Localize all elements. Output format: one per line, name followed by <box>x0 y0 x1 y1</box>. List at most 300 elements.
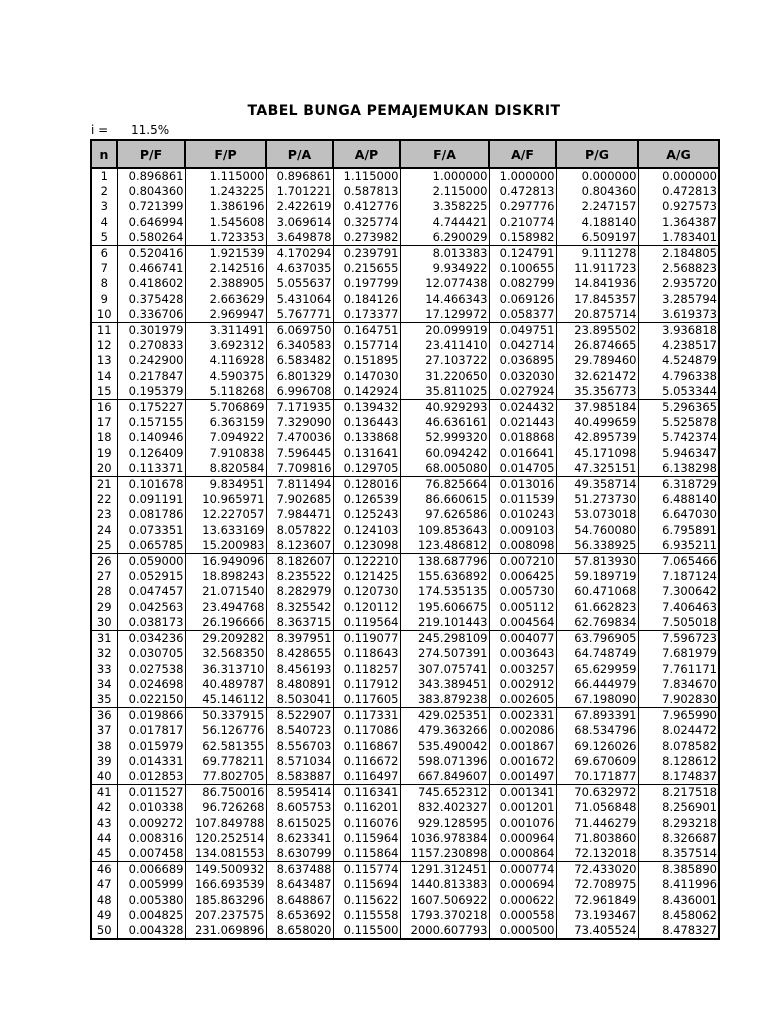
cell-fp: 2.969947 <box>185 307 266 323</box>
cell-pa: 8.630799 <box>266 846 333 862</box>
cell-ap: 0.118643 <box>333 646 400 661</box>
cell-fp: 231.069896 <box>185 923 266 939</box>
cell-af: 0.000964 <box>489 831 556 846</box>
cell-ag: 8.024472 <box>638 723 719 738</box>
interest-label: i = <box>91 123 109 137</box>
cell-fp: 26.196666 <box>185 615 266 631</box>
cell-pf: 0.006689 <box>117 862 185 878</box>
cell-fa: 31.220650 <box>400 369 489 384</box>
cell-af: 0.032030 <box>489 369 556 384</box>
cell-pa: 6.801329 <box>266 369 333 384</box>
cell-pg: 72.708975 <box>556 877 638 892</box>
cell-ap: 0.115864 <box>333 846 400 862</box>
cell-ag: 7.681979 <box>638 646 719 661</box>
cell-pa: 8.363715 <box>266 615 333 631</box>
cell-pa: 6.583482 <box>266 353 333 368</box>
col-fa-header: F/A <box>400 140 489 168</box>
cell-ag: 8.411996 <box>638 877 719 892</box>
cell-ag: 4.524879 <box>638 353 719 368</box>
cell-fa: 40.929293 <box>400 400 489 416</box>
cell-fp: 32.568350 <box>185 646 266 661</box>
cell-fa: 3.358225 <box>400 199 489 214</box>
cell-ap: 0.587813 <box>333 184 400 199</box>
cell-fa: 745.652312 <box>400 785 489 801</box>
cell-ap: 0.215655 <box>333 261 400 276</box>
cell-af: 0.016641 <box>489 446 556 461</box>
table-row <box>91 708 719 724</box>
cell-n: 18 <box>91 430 117 445</box>
cell-pf: 0.140946 <box>117 430 185 445</box>
cell-ag: 8.256901 <box>638 800 719 815</box>
cell-ag: 8.128612 <box>638 754 719 769</box>
cell-pf: 0.034236 <box>117 631 185 647</box>
cell-ap: 0.131641 <box>333 446 400 461</box>
cell-pg: 59.189719 <box>556 569 638 584</box>
cell-ag: 6.795891 <box>638 523 719 538</box>
cell-n: 25 <box>91 538 117 554</box>
cell-fa: 17.129972 <box>400 307 489 323</box>
cell-pg: 51.273730 <box>556 492 638 507</box>
cell-pg: 32.621472 <box>556 369 638 384</box>
cell-ag: 8.385890 <box>638 862 719 878</box>
cell-fp: 207.237575 <box>185 908 266 923</box>
cell-pg: 35.356773 <box>556 384 638 400</box>
cell-pg: 63.796905 <box>556 631 638 647</box>
table-row <box>91 816 719 831</box>
cell-pa: 8.057822 <box>266 523 333 538</box>
table-row <box>91 800 719 815</box>
cell-fp: 86.750016 <box>185 785 266 801</box>
cell-n: 29 <box>91 600 117 615</box>
cell-ap: 0.129705 <box>333 461 400 477</box>
cell-pf: 0.047457 <box>117 584 185 599</box>
cell-pa: 8.282979 <box>266 584 333 599</box>
cell-fp: 2.388905 <box>185 276 266 291</box>
cell-pf: 0.005999 <box>117 877 185 892</box>
cell-pg: 11.911723 <box>556 261 638 276</box>
col-pg-header: P/G <box>556 140 638 168</box>
cell-ap: 0.118257 <box>333 662 400 677</box>
table-row <box>91 584 719 599</box>
cell-pf: 0.270833 <box>117 338 185 353</box>
cell-pg: 67.893391 <box>556 708 638 724</box>
cell-ap: 0.117086 <box>333 723 400 738</box>
cell-ag: 4.796338 <box>638 369 719 384</box>
cell-af: 0.000694 <box>489 877 556 892</box>
cell-ag: 1.364387 <box>638 215 719 230</box>
cell-pf: 0.101678 <box>117 477 185 493</box>
table-row <box>91 538 719 554</box>
cell-af: 0.124791 <box>489 246 556 262</box>
col-ag-header: A/G <box>638 140 719 168</box>
cell-pf: 0.042563 <box>117 600 185 615</box>
cell-pa: 8.182607 <box>266 554 333 570</box>
cell-fp: 56.126776 <box>185 723 266 738</box>
cell-pa: 8.653692 <box>266 908 333 923</box>
cell-pa: 8.637488 <box>266 862 333 878</box>
cell-fp: 1.115000 <box>185 168 266 184</box>
cell-pg: 0.804360 <box>556 184 638 199</box>
table-body <box>91 168 719 939</box>
cell-pf: 0.007458 <box>117 846 185 862</box>
cell-af: 0.000774 <box>489 862 556 878</box>
cell-fa: 86.660615 <box>400 492 489 507</box>
cell-ap: 0.325774 <box>333 215 400 230</box>
interest-factor-table <box>90 139 720 940</box>
cell-fp: 16.949096 <box>185 554 266 570</box>
cell-ag: 0.927573 <box>638 199 719 214</box>
table-row <box>91 199 719 214</box>
cell-fp: 23.494768 <box>185 600 266 615</box>
cell-pg: 29.789460 <box>556 353 638 368</box>
cell-ap: 0.115694 <box>333 877 400 892</box>
cell-fa: 598.071396 <box>400 754 489 769</box>
table-row <box>91 353 719 368</box>
table-row <box>91 276 719 291</box>
cell-pa: 7.470036 <box>266 430 333 445</box>
cell-n: 15 <box>91 384 117 400</box>
cell-n: 37 <box>91 723 117 738</box>
cell-ap: 0.126539 <box>333 492 400 507</box>
interest-value: 11.5% <box>131 123 170 137</box>
cell-fp: 13.633169 <box>185 523 266 538</box>
cell-af: 0.001672 <box>489 754 556 769</box>
cell-fp: 40.489787 <box>185 677 266 692</box>
cell-ap: 0.116201 <box>333 800 400 815</box>
cell-ap: 0.123098 <box>333 538 400 554</box>
cell-pg: 61.662823 <box>556 600 638 615</box>
cell-pg: 56.338925 <box>556 538 638 554</box>
table-row <box>91 769 719 785</box>
cell-ap: 0.115774 <box>333 862 400 878</box>
cell-af: 0.158982 <box>489 230 556 246</box>
cell-ap: 1.115000 <box>333 168 400 184</box>
cell-ap: 0.412776 <box>333 199 400 214</box>
cell-ag: 8.217518 <box>638 785 719 801</box>
cell-fp: 50.337915 <box>185 708 266 724</box>
cell-ap: 0.116341 <box>333 785 400 801</box>
cell-ag: 7.834670 <box>638 677 719 692</box>
cell-n: 7 <box>91 261 117 276</box>
cell-fp: 36.313710 <box>185 662 266 677</box>
cell-ag: 2.935720 <box>638 276 719 291</box>
cell-af: 0.024432 <box>489 400 556 416</box>
cell-ap: 0.116672 <box>333 754 400 769</box>
cell-ap: 0.116076 <box>333 816 400 831</box>
cell-fa: 274.507391 <box>400 646 489 661</box>
cell-n: 46 <box>91 862 117 878</box>
cell-pa: 8.583887 <box>266 769 333 785</box>
cell-pa: 8.623341 <box>266 831 333 846</box>
table-row <box>91 430 719 445</box>
table-row <box>91 631 719 647</box>
cell-ap: 0.133868 <box>333 430 400 445</box>
cell-af: 0.210774 <box>489 215 556 230</box>
cell-ag: 7.187124 <box>638 569 719 584</box>
cell-pa: 1.701221 <box>266 184 333 199</box>
col-fp-header: F/P <box>185 140 266 168</box>
cell-pf: 0.242900 <box>117 353 185 368</box>
cell-ag: 8.174837 <box>638 769 719 785</box>
cell-pa: 8.397951 <box>266 631 333 647</box>
cell-pf: 0.126409 <box>117 446 185 461</box>
table-row <box>91 877 719 892</box>
cell-ap: 0.128016 <box>333 477 400 493</box>
cell-pg: 72.433020 <box>556 862 638 878</box>
col-pf-header: P/F <box>117 140 185 168</box>
cell-n: 44 <box>91 831 117 846</box>
table-row <box>91 507 719 522</box>
table-row <box>91 831 719 846</box>
cell-pa: 0.896861 <box>266 168 333 184</box>
cell-af: 0.004564 <box>489 615 556 631</box>
cell-ag: 3.936818 <box>638 323 719 339</box>
cell-af: 0.003643 <box>489 646 556 661</box>
cell-pf: 0.113371 <box>117 461 185 477</box>
cell-pg: 73.193467 <box>556 908 638 923</box>
cell-pg: 9.111278 <box>556 246 638 262</box>
cell-fp: 2.663629 <box>185 292 266 307</box>
cell-fa: 832.402327 <box>400 800 489 815</box>
cell-pa: 8.522907 <box>266 708 333 724</box>
cell-fa: 76.825664 <box>400 477 489 493</box>
cell-fa: 383.879238 <box>400 692 489 708</box>
cell-fa: 929.128595 <box>400 816 489 831</box>
table-row <box>91 523 719 538</box>
cell-pf: 0.038173 <box>117 615 185 631</box>
cell-ag: 6.138298 <box>638 461 719 477</box>
cell-af: 0.036895 <box>489 353 556 368</box>
cell-fa: 479.363266 <box>400 723 489 738</box>
cell-fp: 8.820584 <box>185 461 266 477</box>
cell-ap: 0.115622 <box>333 893 400 908</box>
cell-af: 1.000000 <box>489 168 556 184</box>
cell-af: 0.001867 <box>489 739 556 754</box>
cell-pf: 0.721399 <box>117 199 185 214</box>
cell-ag: 6.935211 <box>638 538 719 554</box>
cell-pa: 7.329090 <box>266 415 333 430</box>
cell-ag: 3.285794 <box>638 292 719 307</box>
cell-n: 1 <box>91 168 117 184</box>
cell-pf: 0.466741 <box>117 261 185 276</box>
cell-pa: 8.658020 <box>266 923 333 939</box>
cell-ag: 4.238517 <box>638 338 719 353</box>
cell-fa: 429.025351 <box>400 708 489 724</box>
cell-af: 0.027924 <box>489 384 556 400</box>
cell-pa: 6.996708 <box>266 384 333 400</box>
cell-af: 0.007210 <box>489 554 556 570</box>
cell-pa: 8.605753 <box>266 800 333 815</box>
cell-n: 5 <box>91 230 117 246</box>
cell-pf: 0.646994 <box>117 215 185 230</box>
cell-pf: 0.005380 <box>117 893 185 908</box>
cell-pg: 4.188140 <box>556 215 638 230</box>
cell-ag: 8.436001 <box>638 893 719 908</box>
cell-pf: 0.019866 <box>117 708 185 724</box>
cell-pf: 0.009272 <box>117 816 185 831</box>
table-row <box>91 662 719 677</box>
cell-fa: 1793.370218 <box>400 908 489 923</box>
cell-n: 11 <box>91 323 117 339</box>
cell-ag: 6.488140 <box>638 492 719 507</box>
table-row <box>91 415 719 430</box>
cell-n: 3 <box>91 199 117 214</box>
cell-ap: 0.120112 <box>333 600 400 615</box>
cell-pg: 60.471068 <box>556 584 638 599</box>
cell-n: 31 <box>91 631 117 647</box>
cell-pg: 37.985184 <box>556 400 638 416</box>
table-row <box>91 862 719 878</box>
table-row <box>91 600 719 615</box>
cell-af: 0.003257 <box>489 662 556 677</box>
cell-pf: 0.010338 <box>117 800 185 815</box>
cell-fa: 535.490042 <box>400 739 489 754</box>
cell-fa: 123.486812 <box>400 538 489 554</box>
cell-pf: 0.011527 <box>117 785 185 801</box>
cell-fa: 14.466343 <box>400 292 489 307</box>
cell-af: 0.049751 <box>489 323 556 339</box>
cell-n: 19 <box>91 446 117 461</box>
cell-fp: 107.849788 <box>185 816 266 831</box>
table-row <box>91 261 719 276</box>
cell-pg: 72.132018 <box>556 846 638 862</box>
cell-n: 38 <box>91 739 117 754</box>
table-row <box>91 184 719 199</box>
cell-fa: 23.411410 <box>400 338 489 353</box>
cell-ap: 0.119077 <box>333 631 400 647</box>
cell-fa: 1.000000 <box>400 168 489 184</box>
cell-pa: 3.069614 <box>266 215 333 230</box>
cell-pf: 0.022150 <box>117 692 185 708</box>
cell-ag: 5.946347 <box>638 446 719 461</box>
cell-n: 10 <box>91 307 117 323</box>
cell-n: 47 <box>91 877 117 892</box>
cell-n: 16 <box>91 400 117 416</box>
table-row <box>91 168 719 184</box>
cell-pg: 45.171098 <box>556 446 638 461</box>
cell-n: 17 <box>91 415 117 430</box>
cell-fp: 166.693539 <box>185 877 266 892</box>
cell-fa: 1607.506922 <box>400 893 489 908</box>
table-row <box>91 492 719 507</box>
col-af-header: A/F <box>489 140 556 168</box>
cell-fp: 15.200983 <box>185 538 266 554</box>
cell-fp: 7.910838 <box>185 446 266 461</box>
cell-fa: 2.115000 <box>400 184 489 199</box>
cell-ag: 7.761171 <box>638 662 719 677</box>
cell-af: 0.011539 <box>489 492 556 507</box>
cell-af: 0.001341 <box>489 785 556 801</box>
cell-fp: 4.116928 <box>185 353 266 368</box>
cell-pa: 8.571034 <box>266 754 333 769</box>
cell-fp: 3.692312 <box>185 338 266 353</box>
cell-pg: 73.405524 <box>556 923 638 939</box>
cell-pg: 65.629959 <box>556 662 638 677</box>
cell-fp: 134.081553 <box>185 846 266 862</box>
cell-pg: 49.358714 <box>556 477 638 493</box>
cell-af: 0.042714 <box>489 338 556 353</box>
table-row <box>91 569 719 584</box>
table-row <box>91 307 719 323</box>
cell-n: 49 <box>91 908 117 923</box>
cell-pf: 0.195379 <box>117 384 185 400</box>
cell-pg: 53.073018 <box>556 507 638 522</box>
cell-n: 26 <box>91 554 117 570</box>
cell-fa: 46.636161 <box>400 415 489 430</box>
cell-ap: 0.239791 <box>333 246 400 262</box>
cell-fp: 62.581355 <box>185 739 266 754</box>
cell-ap: 0.115964 <box>333 831 400 846</box>
cell-fa: 1157.230898 <box>400 846 489 862</box>
cell-fa: 109.853643 <box>400 523 489 538</box>
cell-pf: 0.081786 <box>117 507 185 522</box>
cell-n: 36 <box>91 708 117 724</box>
cell-fa: 8.013383 <box>400 246 489 262</box>
cell-pg: 71.056848 <box>556 800 638 815</box>
cell-pg: 67.198090 <box>556 692 638 708</box>
cell-ag: 3.619373 <box>638 307 719 323</box>
cell-n: 2 <box>91 184 117 199</box>
cell-ag: 0.472813 <box>638 184 719 199</box>
cell-af: 0.009103 <box>489 523 556 538</box>
cell-ap: 0.157714 <box>333 338 400 353</box>
cell-af: 0.008098 <box>489 538 556 554</box>
cell-n: 13 <box>91 353 117 368</box>
cell-af: 0.002912 <box>489 677 556 692</box>
cell-af: 0.013016 <box>489 477 556 493</box>
cell-pg: 62.769834 <box>556 615 638 631</box>
cell-ap: 0.116867 <box>333 739 400 754</box>
cell-fp: 4.590375 <box>185 369 266 384</box>
cell-pg: 70.632972 <box>556 785 638 801</box>
cell-n: 20 <box>91 461 117 477</box>
cell-pa: 7.596445 <box>266 446 333 461</box>
cell-fp: 7.094922 <box>185 430 266 445</box>
table-row <box>91 323 719 339</box>
cell-pf: 0.012853 <box>117 769 185 785</box>
cell-pg: 20.875714 <box>556 307 638 323</box>
cell-fa: 35.811025 <box>400 384 489 400</box>
cell-fp: 1.723353 <box>185 230 266 246</box>
cell-ag: 5.525878 <box>638 415 719 430</box>
cell-ap: 0.173377 <box>333 307 400 323</box>
cell-fp: 3.311491 <box>185 323 266 339</box>
cell-fa: 12.077438 <box>400 276 489 291</box>
cell-pa: 8.480891 <box>266 677 333 692</box>
cell-fa: 667.849607 <box>400 769 489 785</box>
cell-ap: 0.273982 <box>333 230 400 246</box>
cell-pf: 0.175227 <box>117 400 185 416</box>
table-row <box>91 461 719 477</box>
cell-af: 0.002605 <box>489 692 556 708</box>
cell-pa: 7.811494 <box>266 477 333 493</box>
cell-ap: 0.115558 <box>333 908 400 923</box>
cell-pa: 8.556703 <box>266 739 333 754</box>
table-row <box>91 739 719 754</box>
cell-pf: 0.015979 <box>117 739 185 754</box>
cell-pa: 4.637035 <box>266 261 333 276</box>
cell-af: 0.001497 <box>489 769 556 785</box>
cell-pa: 6.069750 <box>266 323 333 339</box>
cell-ap: 0.117331 <box>333 708 400 724</box>
cell-n: 28 <box>91 584 117 599</box>
cell-pa: 8.648867 <box>266 893 333 908</box>
cell-fa: 60.094242 <box>400 446 489 461</box>
table-row <box>91 292 719 307</box>
cell-pg: 70.171877 <box>556 769 638 785</box>
cell-fa: 343.389451 <box>400 677 489 692</box>
cell-af: 0.002086 <box>489 723 556 738</box>
